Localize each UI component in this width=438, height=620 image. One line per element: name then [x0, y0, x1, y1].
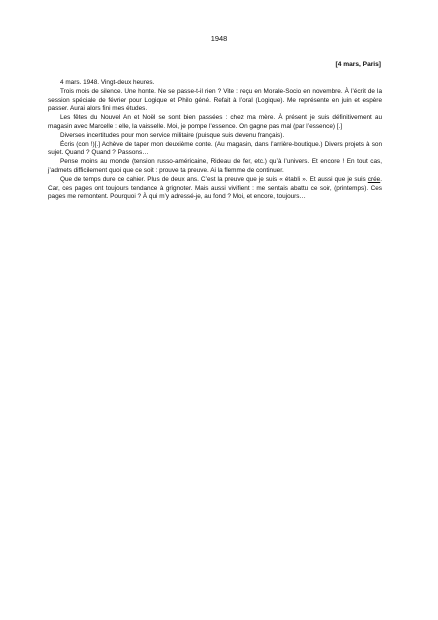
- paragraph-studies: Trois mois de silence. Une honte. Ne se passe-t-il rien ? Vite : reçu en Morale-Socio en novembre. À l’écrit de la session spéciale de février pour Logique et Philo géné. Refait à l’oral (Logique). Me représente en juin et espère passer. Aurai alors fini mes études.: [48, 87, 382, 113]
- paragraph-military-service: Diverses incertitudes pour mon service militaire (puisque suis devenu français).: [60, 131, 285, 139]
- paragraph-notebook: [48, 176, 382, 202]
- paragraph-notebook-start: Que de temps dure ce cahier. Plus de deux ans. C’est la preuve que je suis « établi ». Et aussi que je suis: [60, 175, 368, 183]
- paragraph-notebook-end: . Car, ces pages ont toujours tendance à grignoter. Mais aussi vivifient : me sentais abattu ce soir, (printemps). Ces pages me remontent. Pourquoi ? À qui m’y adressé-je, au fond ? Moi, et encore, toujours…: [48, 175, 382, 201]
- journal-entry-body: [48, 79, 382, 202]
- underlined-word: crée: [367, 175, 381, 183]
- paragraph-world: Pense moins au monde (tension russo-américaine, Rideau de fer, etc.) qu’à l’univers. Et encore ! En tout cas, j’admets difficilement quoi que ce soit : prouve ta preuve. Ai la flemme de continuer.: [48, 158, 382, 174]
- page-year-heading: 1948: [210, 34, 228, 43]
- paragraph-date: 4 mars. 1948. Vingt-deux heures.: [60, 79, 155, 86]
- paragraph-writing: Écris (con !)[.] Achève de taper mon deuxième conte. (Au magasin, dans l’arrière-boutique.) Divers projets à son sujet. Quand ? Quand ? Passons…: [48, 140, 382, 157]
- paragraph-holidays-work: Les fêtes du Nouvel An et Noël se sont bien passées : chez ma mère. À présent je suis définitivement au magasin avec Marcelle : elle, la vaisselle. Moi, je pompe l’essence. On gagne pas mal (par l’essence) [.]: [48, 114, 382, 130]
- entry-dateline: [4 mars, Paris]: [335, 61, 381, 68]
